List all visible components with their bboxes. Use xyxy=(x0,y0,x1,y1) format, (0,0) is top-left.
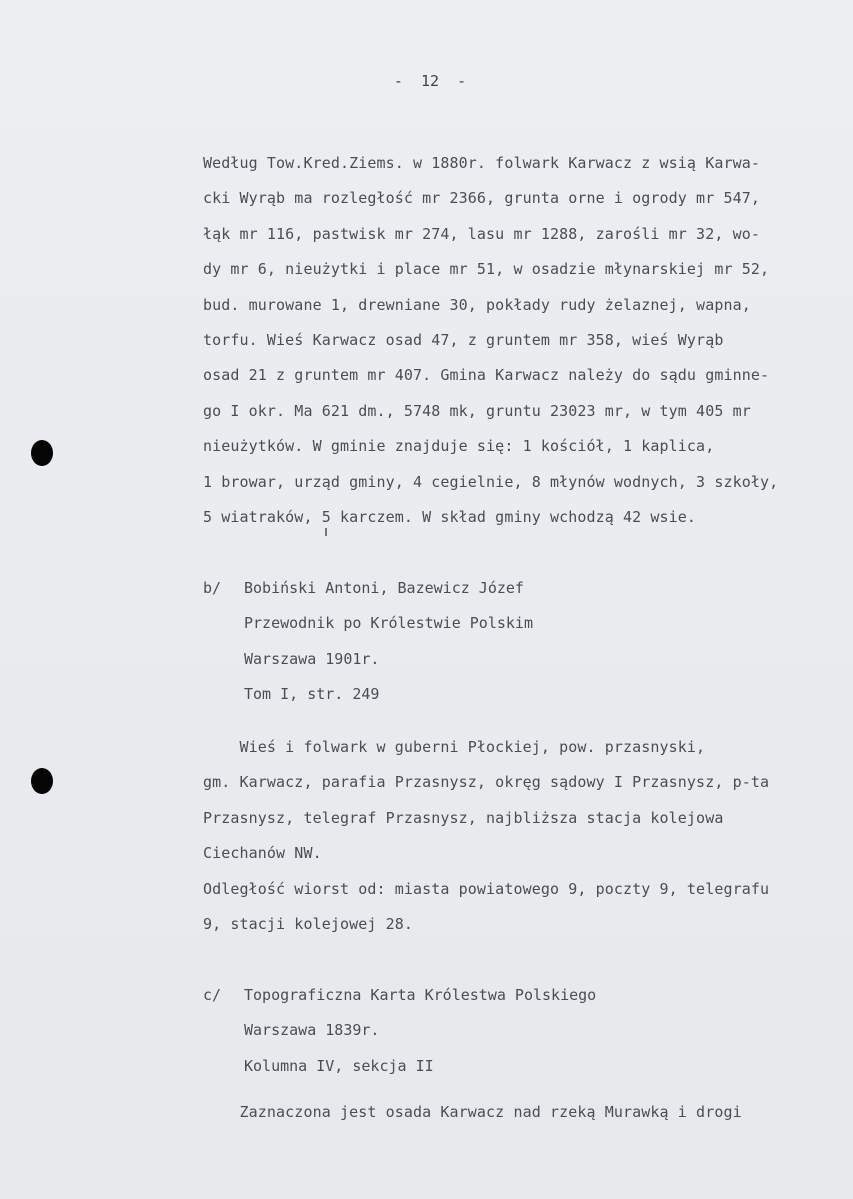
text-line: Warszawa 1839r. xyxy=(244,1021,380,1040)
text-line: Odległość wiorst od: miasta powiatowego 9, poczty 9, telegrafu xyxy=(203,879,770,898)
text-line: Tom I, str. 249 xyxy=(244,685,380,704)
reference-body xyxy=(244,571,844,713)
text-line: osad 21 z gruntem mr 407. Gmina Karwacz należy do sądu gminne- xyxy=(203,366,770,385)
punch-hole xyxy=(31,440,53,466)
stray-mark xyxy=(325,528,327,536)
text-line: Według Tow.Kred.Ziems. w 1880r. folwark Karwacz z wsią Karwa- xyxy=(203,154,760,172)
text-line: 9, stacji kolejowej 28. xyxy=(203,915,414,934)
reference-label: c/ xyxy=(203,986,222,1004)
reference-body xyxy=(244,978,844,1084)
page-number: - 12 - xyxy=(393,72,467,90)
text-line: łąk mr 116, pastwisk mr 274, lasu mr 1288, zarośli mr 32, wo- xyxy=(203,224,760,243)
punch-hole xyxy=(31,768,53,794)
text-line: 5 wiatraków, 5 karczem. W skład gminy wchodzą 42 wsie. xyxy=(203,508,697,527)
text-line: Warszawa 1901r. xyxy=(244,649,380,668)
text-line: cki Wyrąb ma rozległość mr 2366, grunta orne i ogrody mr 547, xyxy=(203,189,760,208)
text-line: go I okr. Ma 621 dm., 5748 mk, gruntu 23023 mr, w tym 405 mr xyxy=(203,401,751,420)
text-line: Przewodnik po Królestwie Polskim xyxy=(244,614,533,633)
text-line: Kolumna IV, sekcja II xyxy=(244,1056,434,1075)
text-line: Topograficzna Karta Królestwa Polskiego xyxy=(244,986,597,1004)
text-line: torfu. Wieś Karwacz osad 47, z gruntem mr 358, wieś Wyrąb xyxy=(203,331,724,350)
text-line: Bobiński Antoni, Bazewicz Józef xyxy=(244,579,524,597)
text-line: nieużytków. W gminie znajduje się: 1 kościół, 1 kaplica, xyxy=(203,437,715,456)
text-line: Przasnysz, telegraf Przasnysz, najbliższa stacja kolejowa xyxy=(203,808,724,827)
paragraph-statistics xyxy=(203,146,848,535)
paragraph-description xyxy=(203,730,848,942)
text-line: Ciechanów NW. xyxy=(203,844,322,863)
text-line: 1 browar, urząd gminy, 4 cegielnie, 8 młynów wodnych, 3 szkoły, xyxy=(203,472,779,491)
text-line: bud. murowane 1, drewniane 30, pokłady rudy żelaznej, wapna, xyxy=(203,295,751,314)
text-line: dy mr 6, nieużytki i place mr 51, w osadzie młynarskiej mr 52, xyxy=(203,260,770,279)
text-line: Wieś i folwark w guberni Płockiej, pow. przasnyski, xyxy=(203,738,706,756)
paragraph-map-note xyxy=(203,1095,848,1130)
text-line: gm. Karwacz, parafia Przasnysz, okręg sądowy I Przasnysz, p-ta xyxy=(203,773,770,792)
text-line: Zaznaczona jest osada Karwacz nad rzeką Murawką i drogi xyxy=(203,1103,742,1121)
reference-label: b/ xyxy=(203,579,222,597)
